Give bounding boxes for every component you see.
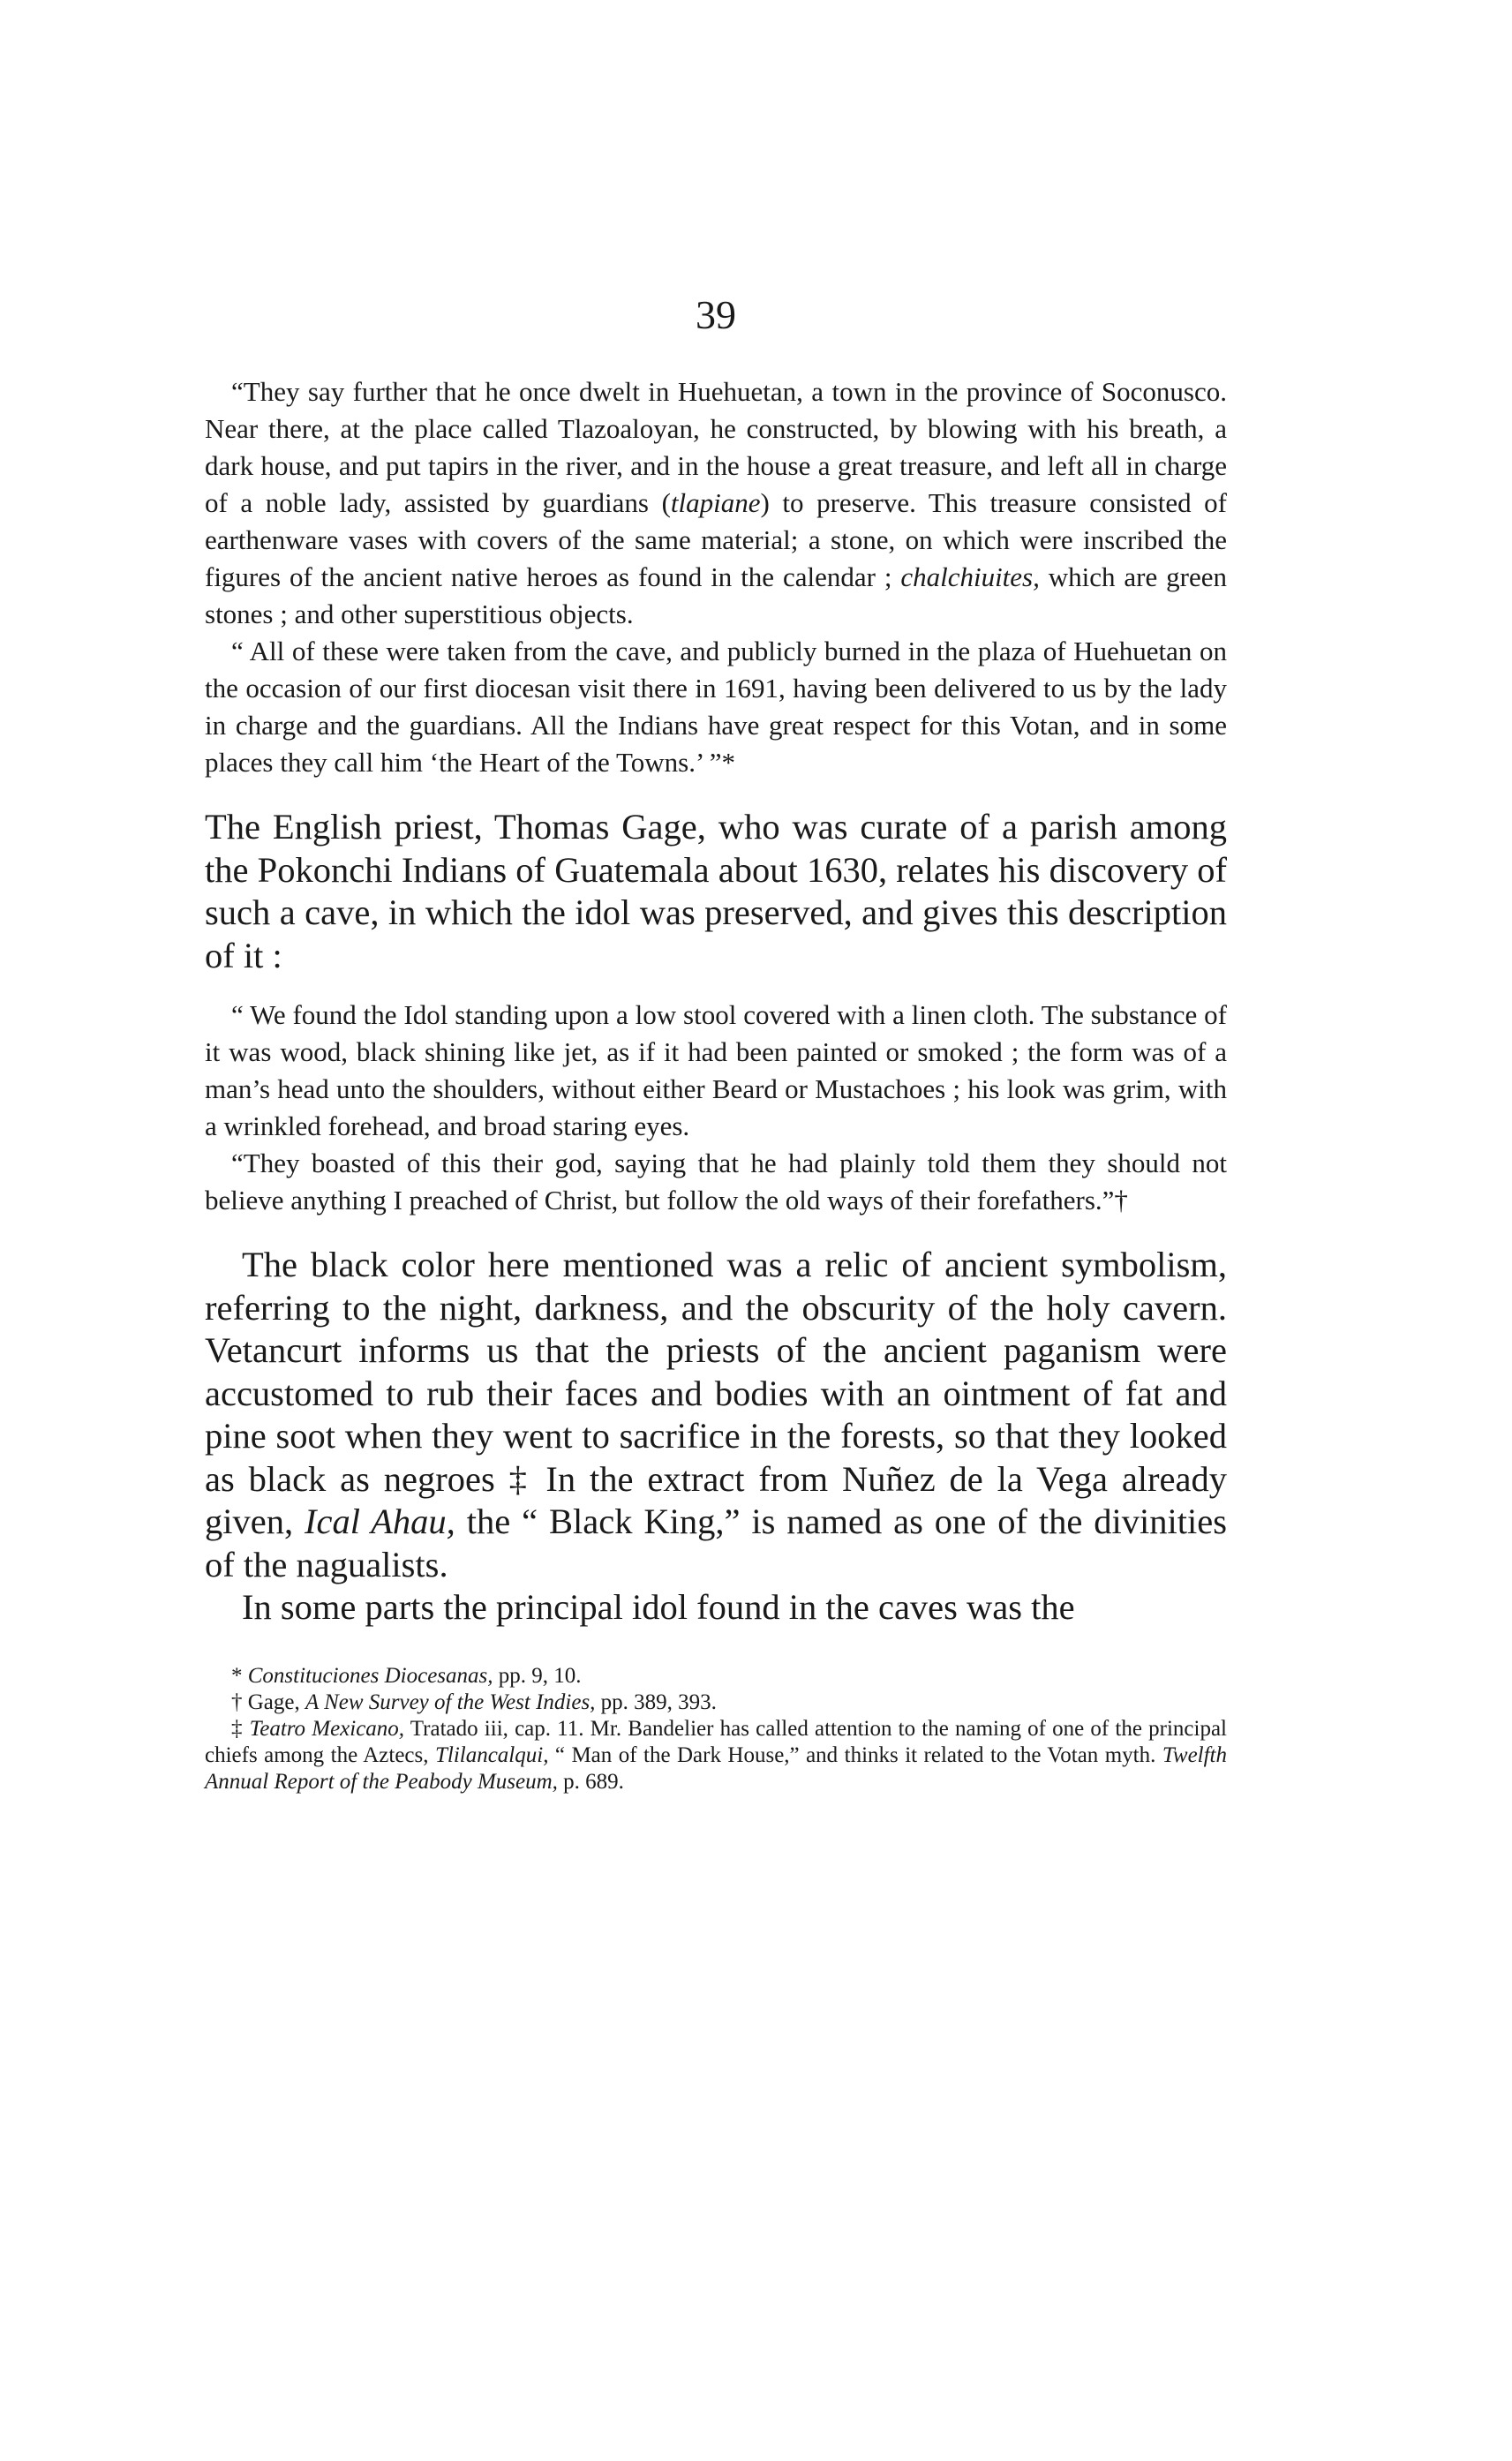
gage-quotation — [205, 997, 1227, 1219]
book-page — [205, 291, 1227, 1795]
quote-paragraph: “ We found the Idol standing upon a low stool covered with a linen cloth. The substance of it was wood, black shining like jet, as if it had been painted or smoked ; the form was of a man’s head unto the shoulders, without either Beard or Mustachoes ; his look was grim, with a wrinkled forehead, and broad staring eyes. — [205, 999, 1227, 1141]
body-paragraph: The black color here mentioned was a relic of ancient symbolism, referring to the night, darkness, and the obscurity of the holy cavern. Vetancurt informs us that the priests of the ancient paganism were accustomed to rub their faces and bodies with an ointment of fat and pine soot when they went to sacrifice in the forests, so that they looked as black as negroes ‡ In the extract from Nuñez de la Vega already given, Ical Ahau, the “ Black King,” is named as one of the divinities of the nagualists. — [205, 1245, 1227, 1584]
footnote: † Gage, A New Survey of the West Indies, pp. 389, 393. — [231, 1690, 717, 1714]
page-number: 39 — [696, 292, 736, 337]
body-paragraph: The English priest, Thomas Gage, who was curate of a parish among the Pokonchi Indians of Guatemala about 1630, relates his discovery of such a cave, in which the idol was preserved, and gives this description of it : — [205, 807, 1227, 975]
quote-paragraph: “They boasted of this their god, saying that he had plainly told them they should not believe anything I preached of Christ, but follow the old ways of their forefathers.”† — [205, 1148, 1227, 1215]
footnote: ‡ Teatro Mexicano, Tratado iii, cap. 11. Mr. Bandelier has called attention to the naming of one of the principal chiefs among the Aztecs, Tlilancalqui, “ Man of the Dark House,” and thinks it related to the Votan myth. Twelfth Annual Report of the Peabody Museum, p. 689. — [205, 1716, 1228, 1794]
footnote: * Constituciones Diocesanas, pp. 9, 10. — [231, 1663, 582, 1688]
quote-paragraph: “ All of these were taken from the cave, and publicly burned in the plaza of Huehuetan on the occasion of our first diocesan visit there in 1691, having been delivered to us by the lady in charge and the guardians. All the Indians have great respect for this Votan, and in some places they call him ‘the Heart of the Towns.’ ”* — [205, 636, 1227, 778]
italic-term: tlapiane — [670, 487, 761, 518]
italic-term: Ical Ahau, — [305, 1501, 455, 1541]
quote-paragraph: “They say further that he once dwelt in Huehuetan, a town in the province of Soconusco. Near there, at the place called Tlazoaloyan, he constructed, by blowing with his breath, a dark house, and put tapirs in the river, and in the house a great treasure, and left all in charge of a noble lady, assisted by guardians (tlapiane) to preserve. This treasure consisted of earthenware vases with covers of the same material; a stone, on which were inscribed the figures of the ancient native heroes as found in the calendar ; chalchiuites, which are green stones ; and other superstitious objects. — [205, 376, 1227, 629]
votan-quotation — [205, 373, 1227, 781]
italic-term: chalchiuites, — [900, 561, 1040, 592]
body-paragraph: In some parts the principal idol found in the caves was the — [242, 1587, 1075, 1627]
footnotes — [205, 1663, 1227, 1795]
